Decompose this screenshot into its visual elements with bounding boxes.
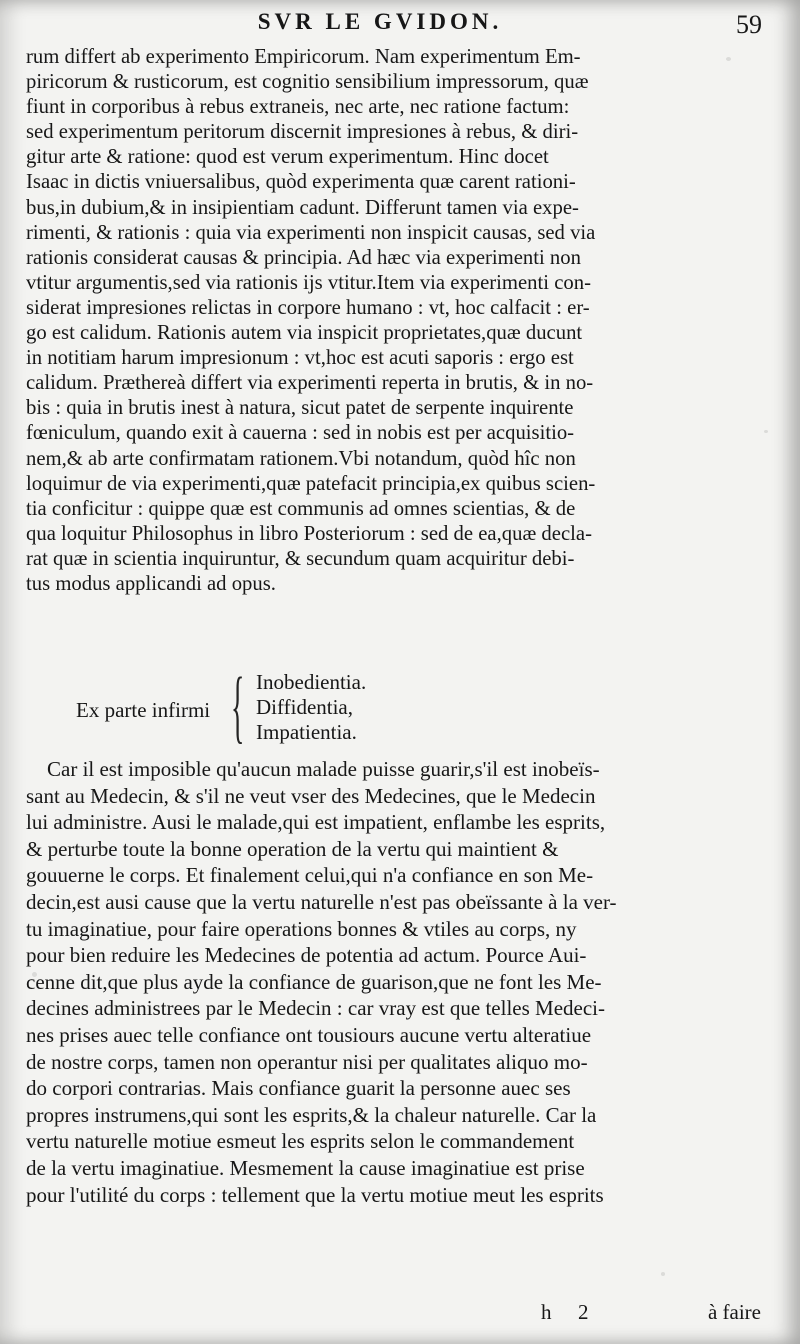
show-through-line [318,646,788,670]
latin-line: tia conficitur : quippe quæ est communis ad omnes scientias, & de [26,497,576,520]
french-line: gouuerne le corps. Et finalement celui,qui n'a confiance en son Me- [26,863,594,888]
french-passage [26,756,768,1208]
latin-line: calidum. Præthereà differt via experimenti reperta in brutis, & in no- [26,372,594,395]
latin-line: fœniculum, quando exit à cauerna : sed in nobis est per acquisitio- [26,422,575,445]
brace-list [76,660,526,751]
french-line: cenne dit,que plus ayde la confiance de guarison,que ne font les Me- [26,969,602,994]
latin-line: rum differt ab experimento Empiricorum. Nam experimentum Em- [26,46,581,68]
latin-line: Isaac in dictis vniuersalibus, quòd experimenta quæ carent rationi- [26,171,576,194]
french-line: de nostre corps, tamen non operantur nisi per qualitates aliquo mo- [26,1049,588,1074]
brace-list-items [256,670,366,745]
page-header-title: SVR LE GVIDON. [257,9,503,34]
latin-passage [26,45,768,597]
latin-line: bus,in dubium,& in insipientiam cadunt. Differunt tamen via expe- [26,196,579,219]
latin-line: rat quæ in scientia inquiruntur, & secundum quam acquiritur debi- [26,547,575,570]
french-line: & perturbe toute la bonne operation de la vertu qui maintient & [26,836,559,861]
french-line: decin,est ausi cause que la vertu naturelle n'est pas obeïssante à la ver- [26,889,617,914]
latin-line: gitur arte & ratione: quod est verum experimentum. Hinc docet [26,146,549,169]
latin-line: rationis considerat causas & principia. Ad hæc via experimenti non [26,246,581,269]
brace-list-item: Diffidentia, [256,695,354,719]
french-line: vertu naturelle motiue esmeut les esprits selon le commandement [26,1129,575,1154]
latin-line: in notitiam harum impresionum : vt,hoc est acuti saporis : ergo est [26,347,574,370]
brace-list-label: Ex parte infirmi [76,698,211,722]
latin-line: sed experimentum peritorum discernit impresiones à rebus, & diri- [26,121,579,144]
signature-letter: h [541,1300,552,1324]
french-line: pour l'utilité du corps : tellement que la vertu motiue meut les esprits [26,1182,604,1207]
french-line: do corpori contrarias. Mais confiance guarit la personne auec ses [26,1076,571,1101]
catchword: à faire [707,1300,761,1324]
latin-line: go est calidum. Rationis autem via inspicit proprietates,quæ ducunt [26,322,583,345]
french-line: de la vertu imaginatiue. Mesmement la cause imaginatiue est prise [26,1155,585,1180]
french-line: propres instrumens,qui sont les esprits,& la chaleur naturelle. Car la [26,1102,597,1127]
latin-line: qua loquitur Philosophus in libro Posteriorum : sed de ea,quæ decla- [26,522,592,545]
french-line: lui administre. Ausi le malade,qui est impatient, enflambe les esprits, [26,810,606,835]
french-line: tu imaginatiue, pour faire operations bonnes & vtiles au corps, ny [26,916,577,941]
latin-line: vtitur argumentis,sed via rationis ijs vtitur.Item via experimenti con- [26,271,591,294]
page-number: 59 [736,10,762,39]
paper-speck [661,1272,665,1276]
signature-number: 2 [578,1300,589,1324]
running-head [50,9,762,43]
french-line: pour bien reduire les Medecines de potentia ad actum. Pource Aui- [26,943,587,968]
latin-line: siderat impresiones relictas in corpore humano : vt, hoc calfacit : er- [26,296,590,319]
french-line: decines administrees par le Medecin : car vray est que telles Medeci- [26,996,606,1021]
latin-line: piricorum & rusticorum, est cognitio sensibilium impressorum, quæ [26,71,589,94]
latin-line: bis : quia in brutis inest à natura, sicut patet de serpente inquirente [26,397,574,420]
latin-line: loquimur de via experimenti,quæ patefacit principia,ex quibus scien- [26,472,596,495]
footer-signature-line [541,1300,761,1330]
curly-brace-icon: { [231,660,245,751]
latin-line: fiunt in corporibus à rebus extraneis, nec arte, nec ratione factum: [26,96,570,119]
brace-list-item: Inobedientia. [256,670,367,694]
french-line: nes prises auec telle confiance ont tousiours aucune vertu alteratiue [26,1022,592,1047]
latin-line: tus modus applicandi ad opus. [26,572,276,595]
french-line: Car il est imposible qu'aucun malade puisse guarir,s'il est inobeïs- [47,757,600,781]
brace-list-item: Impatientia. [256,720,357,744]
french-line: sant au Medecin, & s'il ne veut vser des Medecines, que le Medecin [26,783,596,808]
latin-line: rimenti, & rationis : quia via experimenti non inspicit causas, sed via [26,221,596,244]
latin-line: nem,& ab arte confirmatam rationem.Vbi notandum, quòd hîc non [26,447,576,470]
